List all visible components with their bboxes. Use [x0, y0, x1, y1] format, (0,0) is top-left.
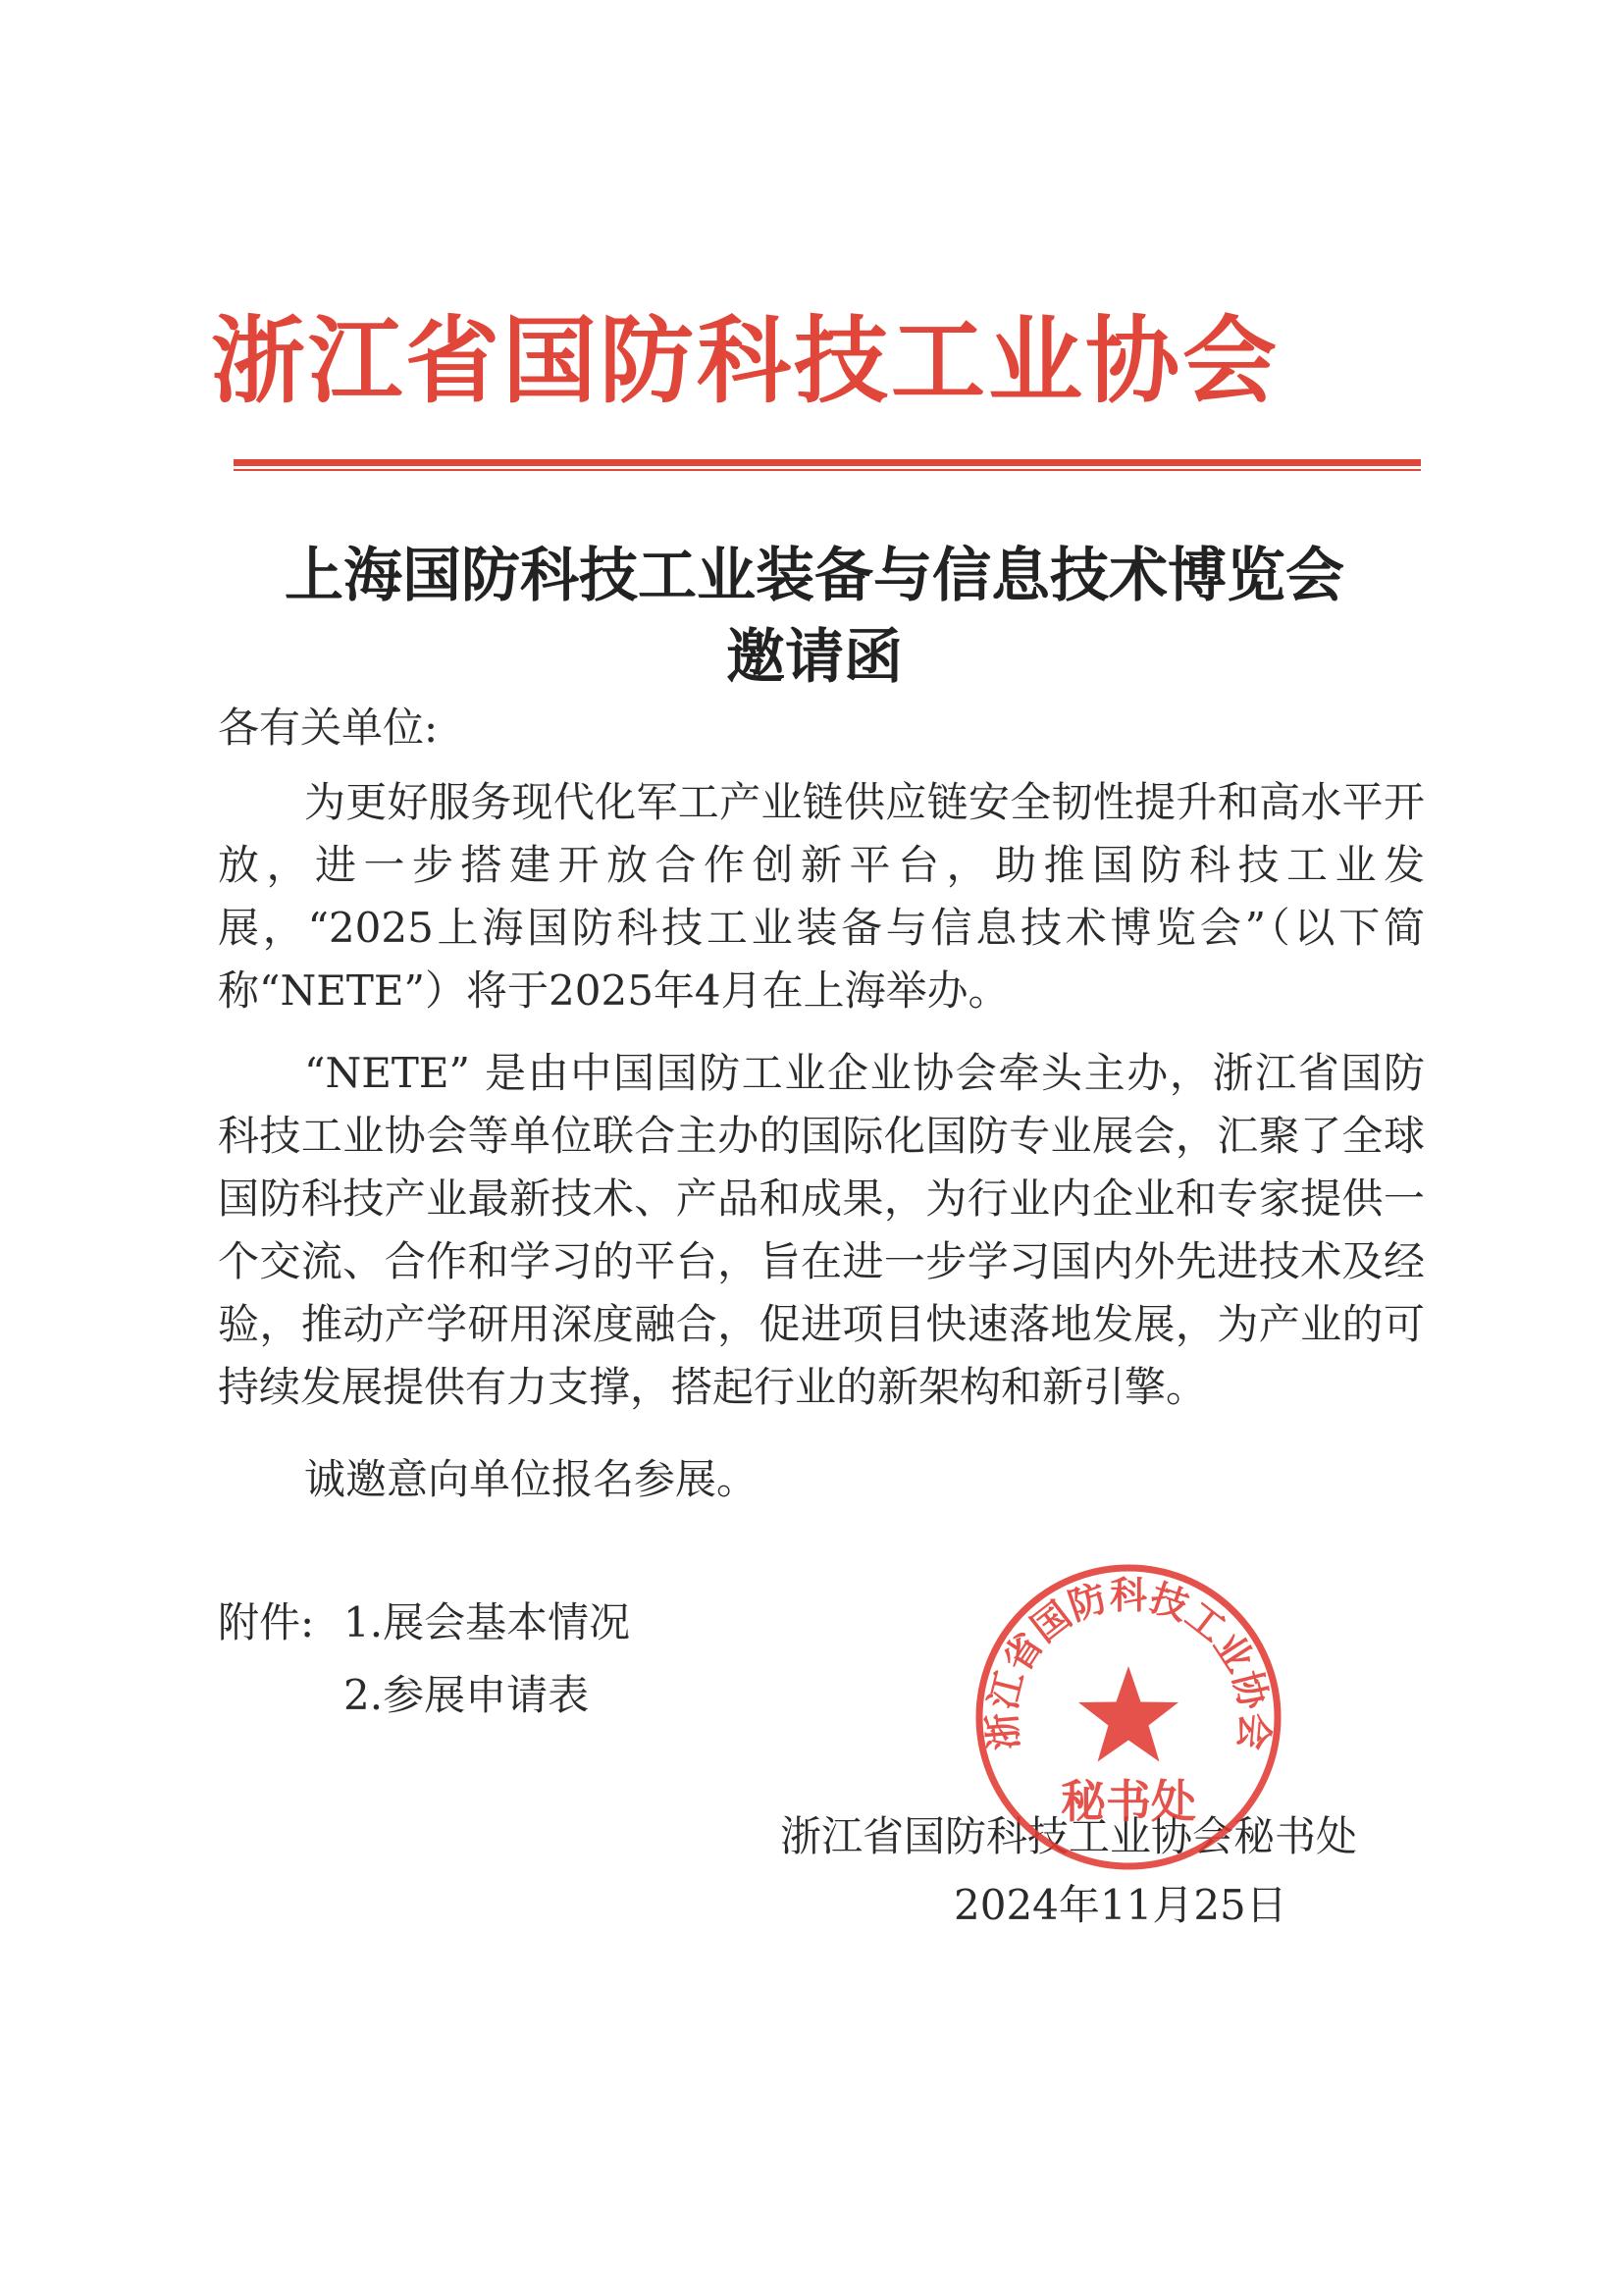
paragraph-3: 诚邀意向单位报名参展。 — [304, 1455, 759, 1503]
letterhead-divider — [234, 459, 1421, 471]
letterhead-title: 浙江省国防科技工业协会 — [211, 306, 1280, 416]
salutation: 各有关单位: — [218, 704, 439, 752]
document-title: 上海国防科技工业装备与信息技术博览会 — [285, 542, 1344, 610]
star-icon — [1078, 1666, 1178, 1762]
attachment-item: 2.参展申请表 — [343, 1671, 590, 1719]
official-seal — [971, 1560, 1285, 1874]
seal-center-text: 秘书处 — [1061, 1775, 1196, 1828]
signature-date: 2024年11月25日 — [954, 1881, 1287, 1929]
letterhead-divider-thin — [234, 469, 1421, 471]
attachments-label: 附件: — [218, 1598, 315, 1646]
paragraph-2: “NETE” 是由中国国防工业企业协会牵头主办，浙江省国防科技工业协会等单位联合主办的国际化国防专业展会，汇聚了全球国防科技产业最新技术、产品和成果，为行业内企业和专家提供一个交流、合作和学习的平台，旨在进一步学习国内外先进技术及经验，推动产学研用深度融合，促进项目快速落地发展，为产业的可持续发展提供有力支撑，搭起行业的新架构和新引擎。 — [218, 1049, 1425, 1411]
attachment-item: 1.展会基本情况 — [343, 1598, 631, 1646]
seal-ring-text: 浙江省国防科技工业协会 — [979, 1573, 1278, 1752]
signature-organization: 浙江省国防科技工业协会秘书处 — [780, 1812, 1358, 1860]
paragraph-1: 为更好服务现代化军工产业链供应链安全韧性提升和高水平开放，进一步搭建开放合作创新平台，助推国防科技工业发展，“2025上海国防科技工业装备与信息技术博览会”（以下简称“NETE”）将于2025年4月在上海举办。 — [218, 778, 1425, 1015]
document-subtitle: 邀请函 — [726, 623, 903, 692]
letterhead-divider-thick — [234, 459, 1421, 466]
